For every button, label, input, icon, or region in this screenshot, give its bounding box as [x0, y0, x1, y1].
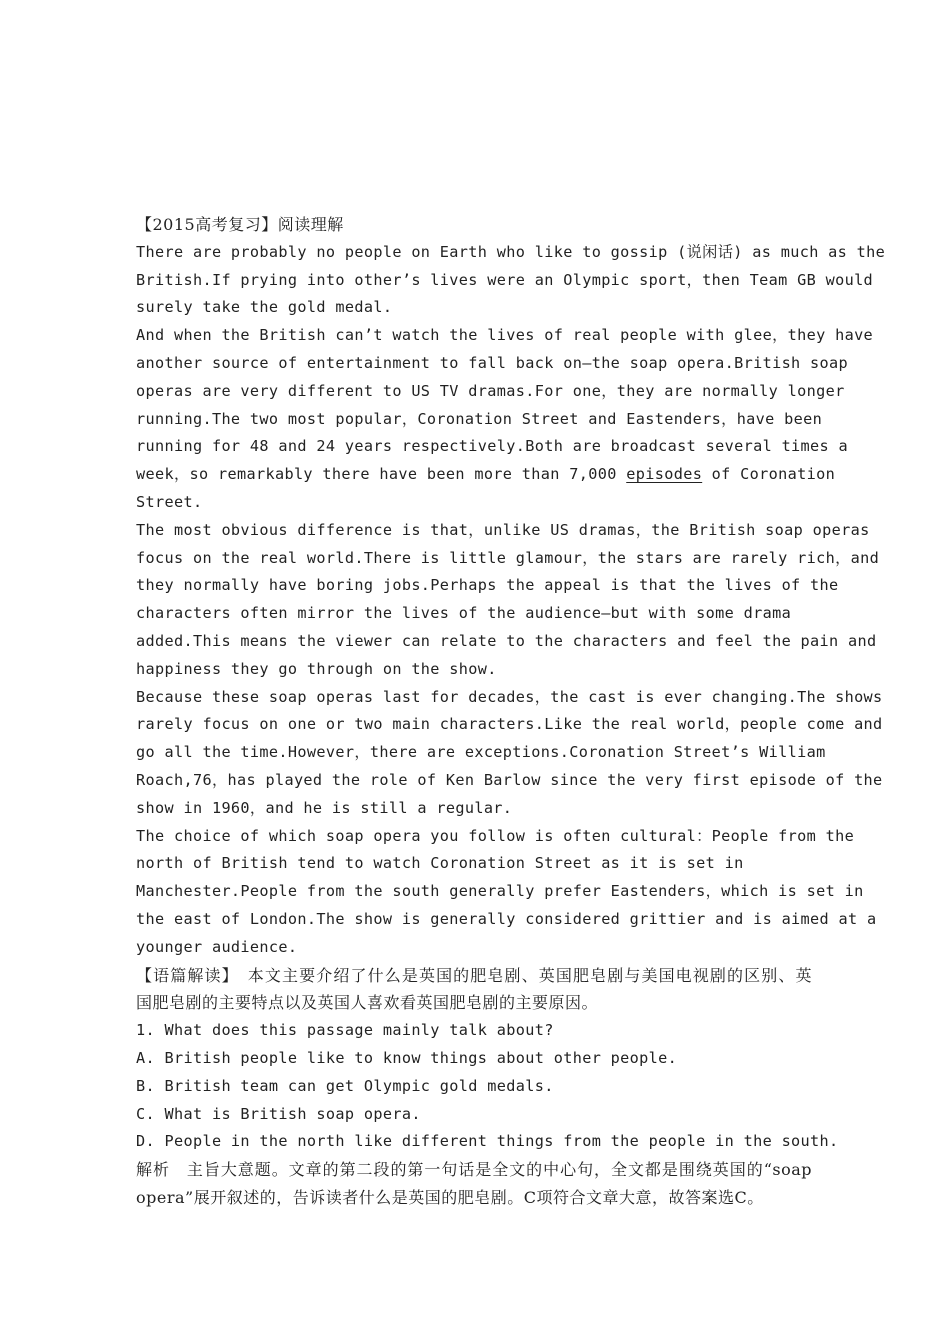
text-fragment: week，so remarkably there have been more than 7,000 — [136, 465, 627, 484]
option-b: B. British team can get Olympic gold medals. — [136, 1076, 554, 1095]
paragraph-4 — [136, 684, 883, 823]
text-line: Because these soap operas last for decades，the cast is ever changing.The shows — [136, 687, 883, 706]
paragraph-1 — [136, 239, 886, 322]
passage-analysis — [136, 962, 812, 1018]
text-line: show in 1960，and he is still a regular. — [136, 798, 513, 817]
text-fragment: of Coronation — [702, 465, 836, 484]
text-line: added.This means the viewer can relate to the characters and feel the pain and — [136, 631, 877, 650]
text-line: surely take the gold medal. — [136, 298, 393, 317]
text-line — [136, 461, 836, 489]
text-line: British.If prying into other’s lives were an Olympic sport，then Team GB would — [136, 270, 874, 289]
document-page — [136, 211, 886, 1212]
document-header: 【2015高考复习】阅读理解 — [136, 215, 344, 234]
text-line: characters often mirror the lives of the audience—but with some drama — [136, 604, 792, 623]
text-line: And when the British can’t watch the lives of real people with glee，they have — [136, 326, 874, 345]
option-a: A. British people like to know things about other people. — [136, 1048, 678, 1067]
underlined-word: episodes — [626, 465, 703, 484]
text-line: younger audience. — [136, 937, 298, 956]
text-line: There are probably no people on Earth who like to gossip (说闲话) as much as the — [136, 242, 886, 261]
text-line: opera”展开叙述的，告诉读者什么是英国的肥皂剧。C项符合文章大意，故答案选C。 — [136, 1187, 764, 1207]
text-line: 解析 主旨大意题。文章的第二段的第一句话是全文的中心句，全文都是围绕英国的“soap — [136, 1160, 812, 1180]
text-line: focus on the real world.There is little glamour，the stars are rarely rich，and — [136, 548, 880, 567]
text-line: they normally have boring jobs.Perhaps the appeal is that the lives of the — [136, 576, 839, 595]
paragraph-2 — [136, 322, 874, 517]
answer-explanation — [136, 1156, 812, 1212]
text-line: 国肥皂剧的主要特点以及英国人喜欢看英国肥皂剧的主要原因。 — [136, 993, 599, 1013]
text-line: another source of entertainment to fall back on—the soap opera.British soap — [136, 353, 849, 372]
text-line: north of British tend to watch Coronation Street as it is set in — [136, 854, 744, 873]
paragraph-3 — [136, 517, 880, 684]
text-line: the east of London.The show is generally considered grittier and is aimed at a — [136, 909, 877, 928]
text-line: operas are very different to US TV dramas.For one，they are normally longer — [136, 381, 845, 400]
text-line: happiness they go through on the show. — [136, 659, 497, 678]
text-line: Roach,76，has played the role of Ken Barlow since the very first episode of the — [136, 770, 883, 789]
text-line: go all the time.However，there are exceptions.Coronation Street’s William — [136, 743, 826, 762]
text-line: Street. — [136, 492, 203, 511]
text-line: The most obvious difference is that，unlike US dramas，the British soap operas — [136, 520, 870, 539]
paragraph-5 — [136, 823, 877, 962]
text-line: rarely focus on one or two main characters.Like the real world，people come and — [136, 715, 883, 734]
option-d: D. People in the north like different things from the people in the south. — [136, 1132, 839, 1151]
text-line: 【语篇解读】 本文主要介绍了什么是英国的肥皂剧、英国肥皂剧与美国电视剧的区别、英 — [136, 965, 812, 985]
question-stem: 1. What does this passage mainly talk about? — [136, 1021, 554, 1040]
text-line: The choice of which soap opera you follow is often cultural：People from the — [136, 826, 855, 845]
text-line: Manchester.People from the south generally prefer Eastenders，which is set in — [136, 882, 864, 901]
text-line: running.The two most popular，Coronation Street and Eastenders，have been — [136, 409, 823, 428]
text-line: running for 48 and 24 years respectively.Both are broadcast several times a — [136, 437, 849, 456]
question-1 — [136, 1017, 839, 1156]
option-c: C. What is British soap opera. — [136, 1104, 421, 1123]
